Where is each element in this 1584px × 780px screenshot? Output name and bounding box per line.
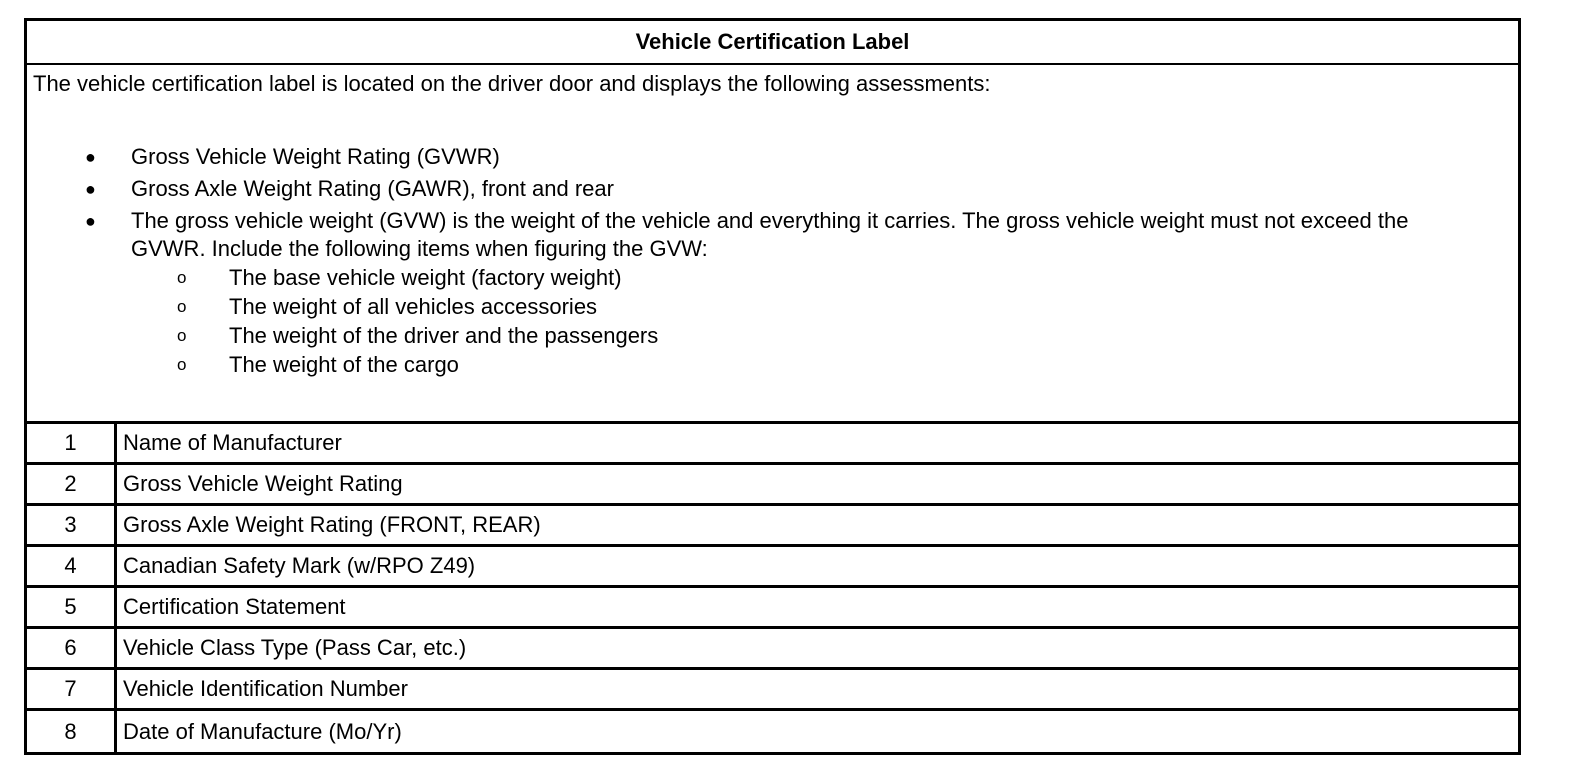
sub-list-item-text: The weight of all vehicles accessories bbox=[229, 294, 598, 319]
description-cell bbox=[27, 65, 1518, 424]
list-item bbox=[27, 143, 1518, 171]
bullet-icon: ● bbox=[85, 179, 96, 199]
row-number: 2 bbox=[27, 465, 117, 503]
certification-label-table bbox=[24, 18, 1521, 755]
row-number: 5 bbox=[27, 588, 117, 626]
list-item-text: The gross vehicle weight (GVW) is the weight of the vehicle and everything it carries. The gross vehicle weight must not exceed the GVWR. Include the following items when figuring the GVW: bbox=[131, 208, 1409, 261]
table-row bbox=[27, 424, 1518, 465]
row-text: Certification Statement bbox=[123, 594, 346, 619]
assessment-list bbox=[27, 143, 1518, 383]
sub-list-item bbox=[131, 350, 1458, 379]
sub-list-item bbox=[131, 321, 1458, 350]
table-row bbox=[27, 670, 1518, 711]
sub-list-item-text: The base vehicle weight (factory weight) bbox=[229, 265, 622, 290]
list-item bbox=[27, 207, 1518, 379]
row-number: 1 bbox=[27, 424, 117, 462]
table-row bbox=[27, 547, 1518, 588]
circle-bullet-icon: o bbox=[177, 326, 187, 345]
circle-bullet-icon: o bbox=[177, 268, 187, 287]
table-row bbox=[27, 465, 1518, 506]
sub-list-item-text: The weight of the driver and the passengers bbox=[229, 323, 659, 348]
sub-list-item bbox=[131, 292, 1458, 321]
label-items-table bbox=[27, 424, 1518, 752]
row-text: Gross Vehicle Weight Rating bbox=[123, 471, 403, 496]
row-text: Vehicle Identification Number bbox=[123, 676, 408, 701]
table-row bbox=[27, 588, 1518, 629]
table-row bbox=[27, 629, 1518, 670]
row-number: 6 bbox=[27, 629, 117, 667]
circle-bullet-icon: o bbox=[177, 297, 187, 316]
sub-list-item bbox=[131, 263, 1458, 292]
table-row bbox=[27, 711, 1518, 752]
row-number: 8 bbox=[27, 711, 117, 752]
intro-text: The vehicle certification label is located on the driver door and displays the following assessments: bbox=[33, 71, 991, 96]
row-number: 4 bbox=[27, 547, 117, 585]
gvw-items-list bbox=[131, 263, 1458, 379]
row-text: Name of Manufacturer bbox=[123, 430, 342, 455]
row-text: Canadian Safety Mark (w/RPO Z49) bbox=[123, 553, 476, 578]
row-text: Date of Manufacture (Mo/Yr) bbox=[123, 718, 402, 744]
circle-bullet-icon: o bbox=[177, 355, 187, 374]
row-number: 7 bbox=[27, 670, 117, 708]
table-row bbox=[27, 506, 1518, 547]
row-text: Vehicle Class Type (Pass Car, etc.) bbox=[123, 635, 467, 660]
bullet-icon: ● bbox=[85, 211, 96, 231]
sub-list-item-text: The weight of the cargo bbox=[229, 352, 459, 377]
table-title: Vehicle Certification Label bbox=[27, 21, 1518, 65]
list-item-text: Gross Vehicle Weight Rating (GVWR) bbox=[131, 144, 500, 169]
list-item-text: Gross Axle Weight Rating (GAWR), front and rear bbox=[131, 176, 614, 201]
row-number: 3 bbox=[27, 506, 117, 544]
list-item bbox=[27, 175, 1518, 203]
bullet-icon: ● bbox=[85, 147, 96, 167]
row-text: Gross Axle Weight Rating (FRONT, REAR) bbox=[123, 512, 541, 537]
